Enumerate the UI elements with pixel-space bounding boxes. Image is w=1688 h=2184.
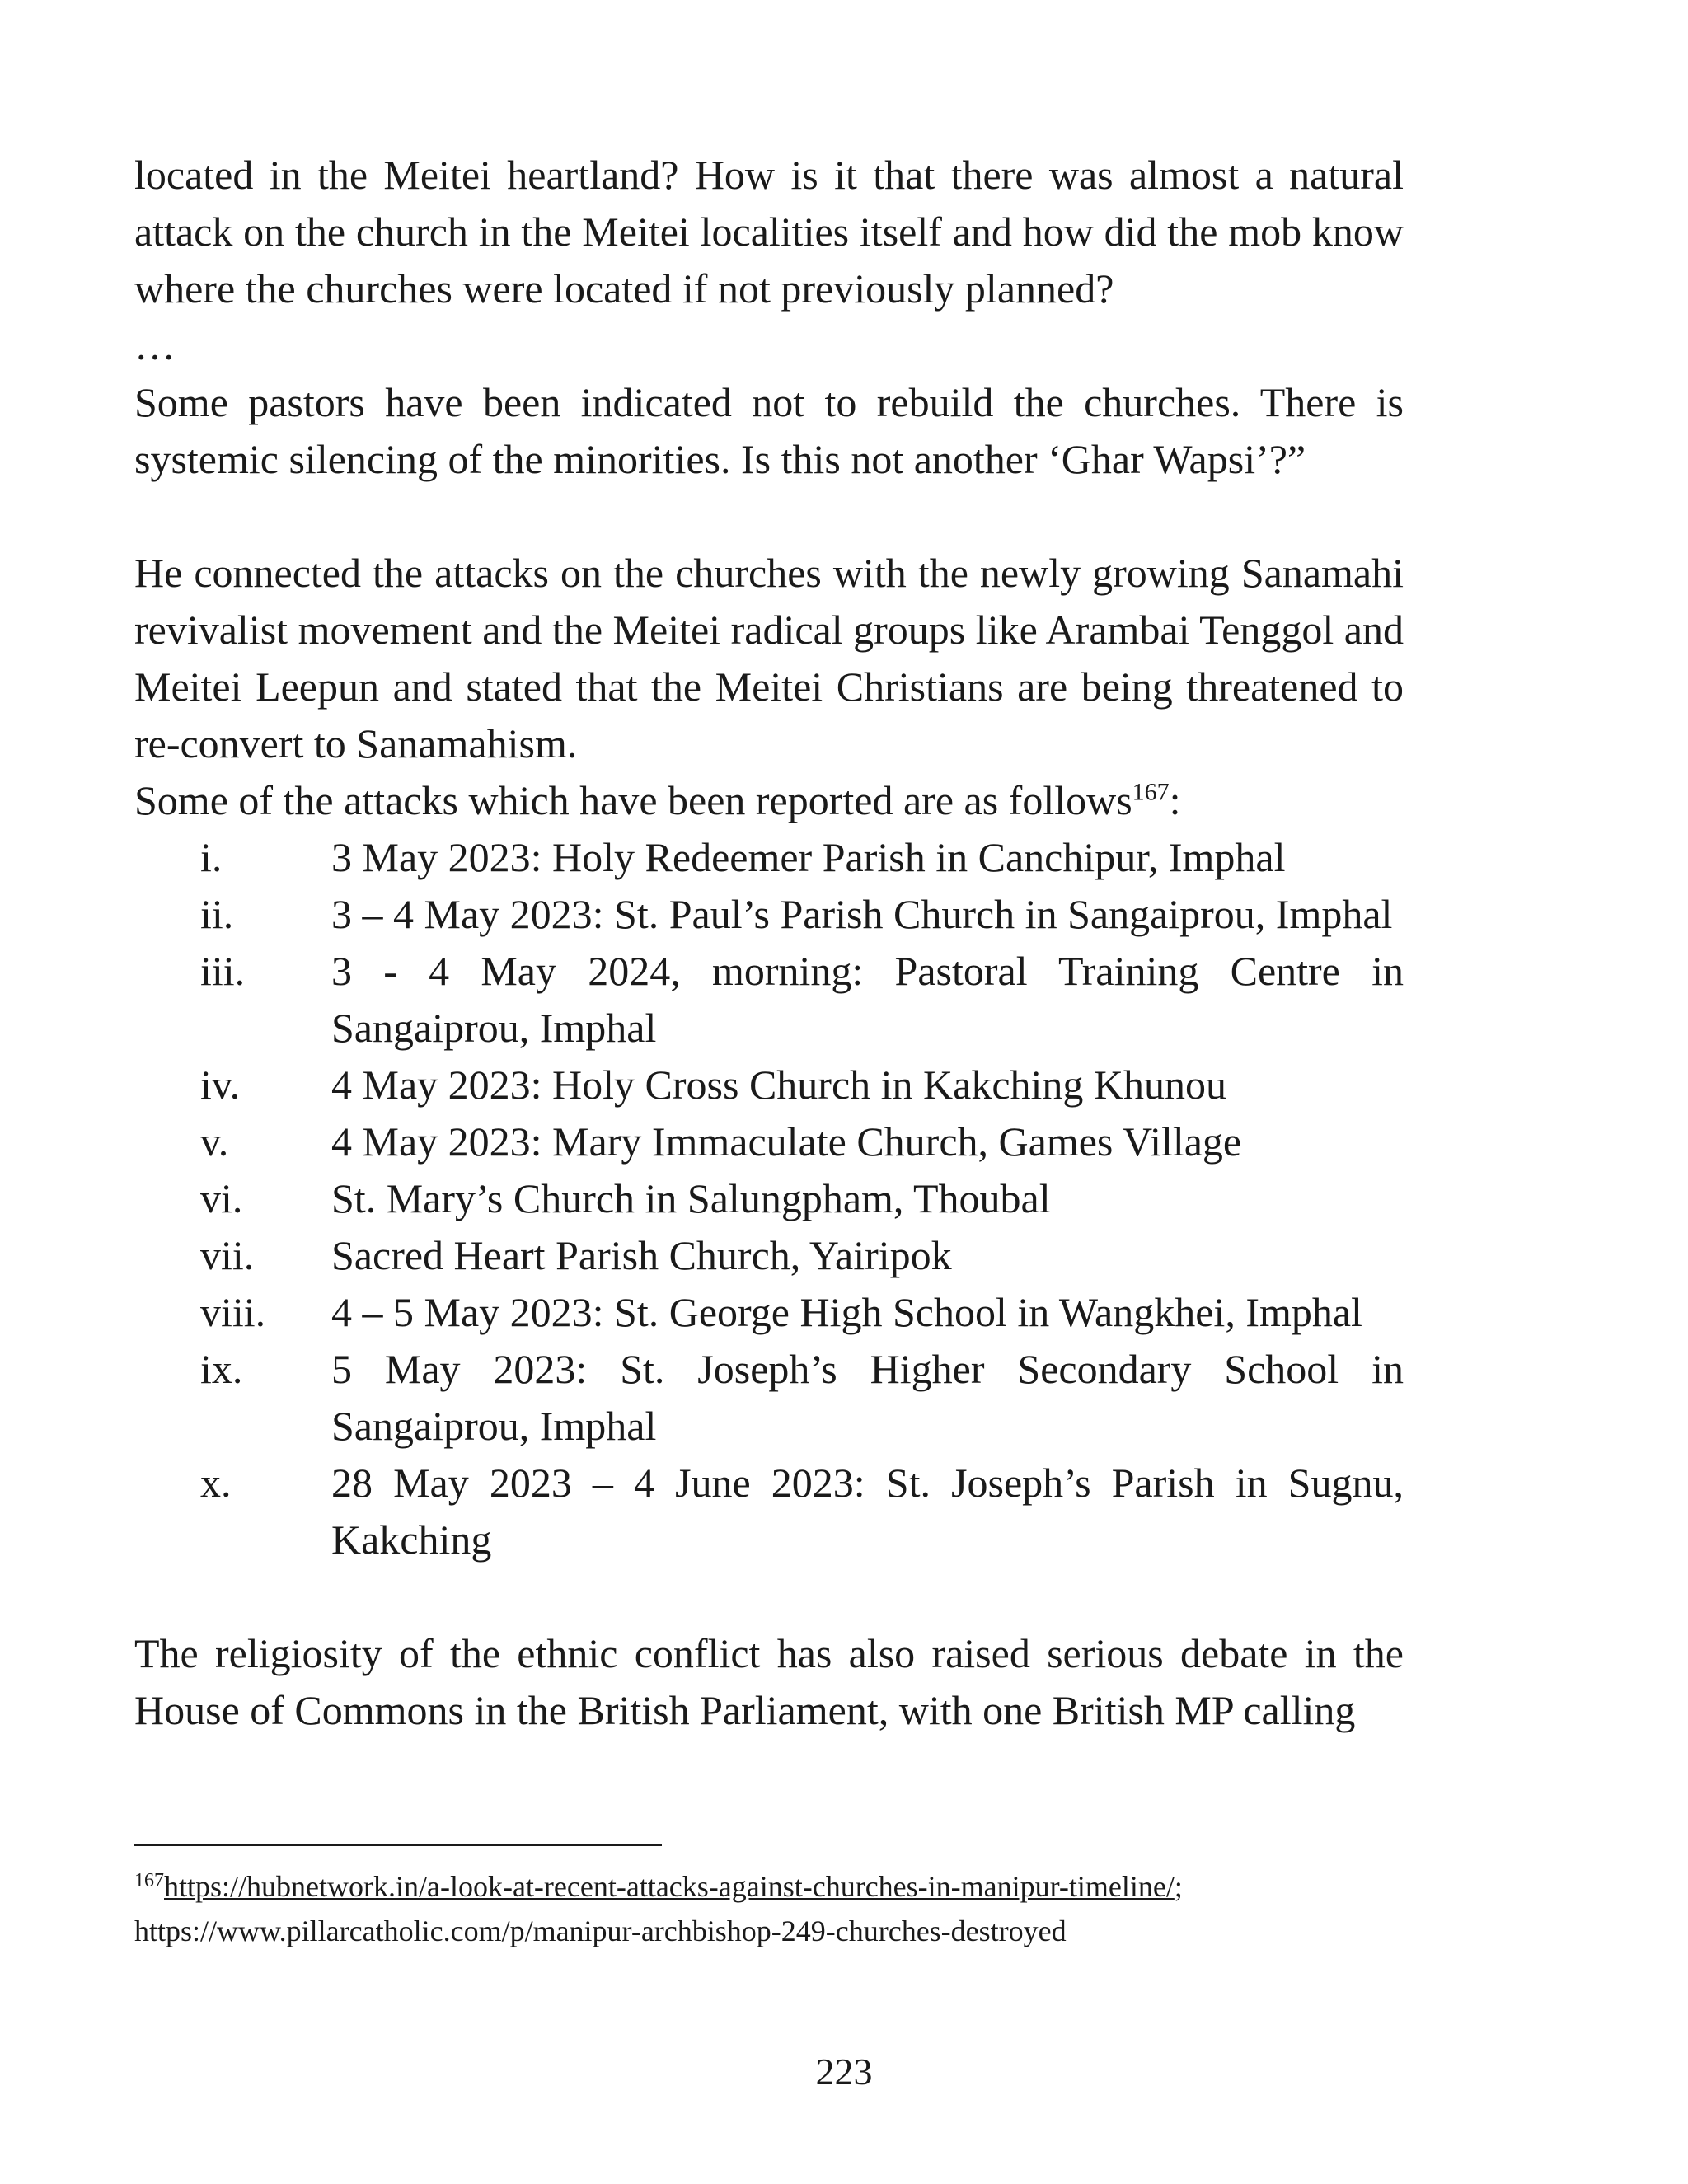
attacks-intro-colon: : bbox=[1169, 777, 1181, 823]
paragraph-gap bbox=[134, 1568, 1404, 1625]
list-item bbox=[134, 1057, 1404, 1113]
list-item-text: 4 May 2023: Mary Immaculate Church, Games Village bbox=[331, 1118, 1242, 1165]
list-item bbox=[134, 1455, 1404, 1568]
list-item-text: 3 - 4 May 2024, morning: Pastoral Training Centre in Sangaiprou, Imphal bbox=[331, 948, 1404, 1051]
attacks-intro bbox=[134, 772, 1404, 829]
list-item bbox=[134, 1113, 1404, 1170]
list-item bbox=[134, 1284, 1404, 1341]
list-item-number: iii. bbox=[200, 948, 246, 994]
list-item-number: ii. bbox=[200, 891, 234, 937]
list-item bbox=[134, 886, 1404, 943]
list-item-text: Sacred Heart Parish Church, Yairipok bbox=[331, 1232, 952, 1278]
list-item-text: 4 – 5 May 2023: St. George High School in Wangkhei, Imphal bbox=[331, 1289, 1362, 1335]
list-item-number: iv. bbox=[200, 1062, 241, 1108]
attacks-intro-text: Some of the attacks which have been reported are as follows bbox=[134, 777, 1132, 823]
list-item-number: v. bbox=[200, 1118, 229, 1165]
list-item-number: i. bbox=[200, 834, 223, 880]
paragraph-gap bbox=[134, 488, 1404, 545]
list-item-text: 5 May 2023: St. Joseph’s Higher Secondary School in Sangaiprou, Imphal bbox=[331, 1346, 1404, 1449]
quote-paragraph-2: Some pastors have been indicated not to rebuild the churches. There is systemic silencing of the minorities. Is this not another ‘Ghar Wapsi’?” bbox=[134, 379, 1404, 482]
page-number: 223 bbox=[815, 2050, 873, 2093]
list-item bbox=[134, 829, 1404, 886]
list-item bbox=[134, 1227, 1404, 1284]
paragraph-4: The religiosity of the ethnic conflict has also raised serious debate in the House of Commons in the British Parliament, with one British MP calling bbox=[134, 1630, 1404, 1733]
list-item bbox=[134, 943, 1404, 1057]
list-item-number: ix. bbox=[200, 1346, 243, 1392]
footnote-separator: ; bbox=[1174, 1870, 1183, 1903]
list-item-number: vii. bbox=[200, 1232, 255, 1278]
list-item bbox=[134, 1170, 1404, 1227]
footnote bbox=[134, 1864, 1420, 1953]
ellipsis: … bbox=[134, 322, 176, 368]
page-body bbox=[134, 147, 1404, 1739]
footnote-reference[interactable]: 167 bbox=[1132, 778, 1170, 806]
quote-paragraph-1: located in the Meitei heartland? How is it that there was almost a natural attack on the church in the Meitei localities itself and how did the mob know where the churches were located if not previously planned? bbox=[134, 152, 1404, 312]
list-item-text: 3 May 2023: Holy Redeemer Parish in Canchipur, Imphal bbox=[331, 834, 1286, 880]
list-item-number: vi. bbox=[200, 1175, 243, 1221]
list-item-text: St. Mary’s Church in Salungpham, Thoubal bbox=[331, 1175, 1051, 1221]
list-item bbox=[134, 1341, 1404, 1455]
paragraph-3: He connected the attacks on the churches with the newly growing Sanamahi revivalist movement and the Meitei radical groups like Arambai Tenggol and Meitei Leepun and stated that the Meitei Christians are being threatened to re-convert to Sanamahism. bbox=[134, 550, 1404, 766]
footnote-line-1 bbox=[134, 1864, 1420, 1909]
list-item-text: 4 May 2023: Holy Cross Church in Kakching Khunou bbox=[331, 1062, 1227, 1108]
footnote-divider bbox=[134, 1844, 662, 1846]
footnote-link-hubnetwork[interactable]: https://hubnetwork.in/a-look-at-recent-attacks-against-churches-in-manipur-timeline/ bbox=[164, 1870, 1175, 1903]
list-item-text: 28 May 2023 – 4 June 2023: St. Joseph’s Parish in Sugnu, Kakching bbox=[331, 1460, 1404, 1563]
list-item-number: viii. bbox=[200, 1289, 266, 1335]
list-item-number: x. bbox=[200, 1460, 232, 1506]
footnote-link-pillarcatholic[interactable]: https://www.pillarcatholic.com/p/manipur-archbishop-249-churches-destroyed bbox=[134, 1915, 1067, 1947]
footnote-number: 167 bbox=[134, 1870, 164, 1891]
list-item-text: 3 – 4 May 2023: St. Paul’s Parish Church in Sangaiprou, Imphal bbox=[331, 891, 1393, 937]
attacks-list bbox=[134, 829, 1404, 1568]
